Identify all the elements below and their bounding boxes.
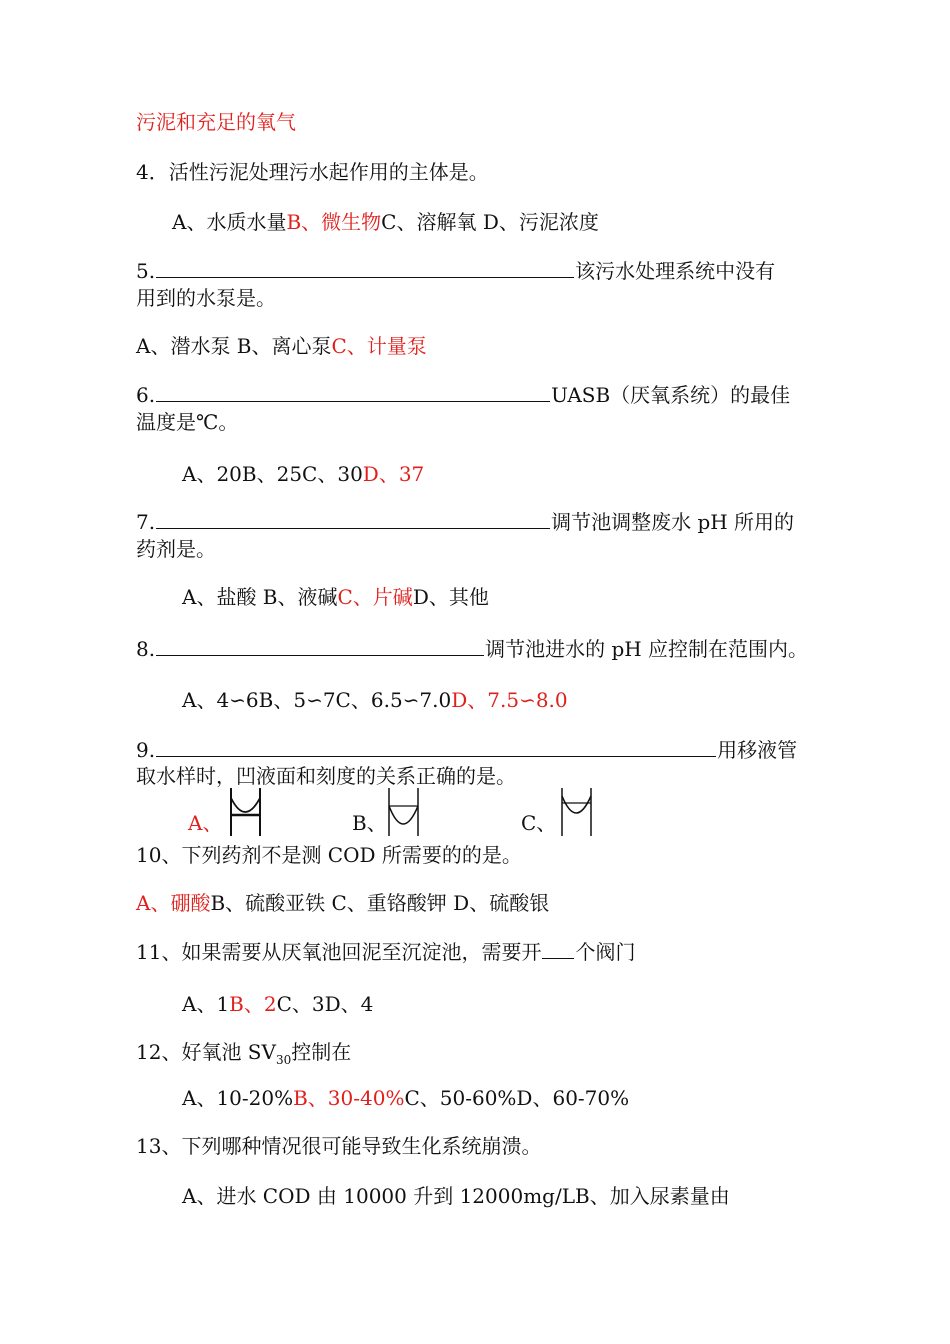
question-5-options [136, 333, 427, 359]
question-7-options [182, 584, 489, 610]
correct-answer: A、硼酸 [136, 891, 211, 915]
question-13: 13、下列哪种情况很可能导致生化系统崩溃。 [136, 1134, 542, 1158]
correct-answer: B、30-40% [293, 1086, 405, 1110]
question-5-line2: 用到的水泵是。 [136, 286, 276, 310]
question-6 [136, 382, 790, 408]
answer-blank [156, 637, 484, 656]
pipette-meniscus-b-icon [387, 786, 421, 838]
answer-continuation: 污泥和充足的氧气 [136, 110, 296, 134]
correct-answer: D、7.5∽8.0 [451, 688, 568, 712]
correct-answer: C、计量泵 [331, 334, 427, 358]
question-9-line2: 取水样时，凹液面和刻度的关系正确的是。 [136, 764, 516, 788]
question-number: 9. [136, 738, 156, 762]
question-text: 12、好氧池 SV [136, 1040, 276, 1064]
option-text: C、溶解氧 D、污泥浓度 [381, 210, 599, 234]
option-text: C、 [521, 811, 557, 835]
question-text: 控制在 [291, 1040, 352, 1064]
option-text: B、硫酸亚铁 C、重铬酸钾 D、硫酸银 [210, 891, 550, 915]
question-text: 调节池进水的 pH 应控制在范围内。 [485, 637, 809, 661]
option-text: A、10-20% [182, 1086, 294, 1110]
question-13-option-a: A、进水 COD 由 10000 升到 12000mg/LB、加入尿素量由 [182, 1184, 730, 1208]
pipette-meniscus-c-icon [560, 786, 594, 838]
question-5 [136, 258, 775, 284]
answer-blank [156, 738, 716, 757]
question-10-options [136, 890, 549, 916]
option-text: C、50-60%D、60-70% [404, 1086, 630, 1110]
correct-answer: C、片碱 [337, 585, 413, 609]
option-text: A、水质水量 [172, 210, 287, 234]
question-text: 调节池调整废水 pH 所用的 [551, 510, 795, 534]
question-11-options [182, 991, 373, 1017]
option-text: D、其他 [412, 585, 489, 609]
option-text: B、 [352, 811, 387, 835]
question-number: 8. [136, 637, 156, 661]
option-text: A、1 [182, 992, 230, 1016]
option-text: C、3D、4 [276, 992, 374, 1016]
answer-blank [156, 259, 574, 278]
correct-answer: D、37 [362, 462, 425, 486]
correct-answer: B、2 [229, 992, 277, 1016]
option-text: A、20B、25C、30 [182, 462, 363, 486]
answer-blank [156, 510, 550, 529]
question-text: 个阀门 [575, 940, 636, 964]
option-text: A、潜水泵 B、离心泵 [136, 334, 332, 358]
question-6-options [182, 461, 424, 487]
option-text: A、4∽6B、5∽7C、6.5∽7.0 [182, 688, 452, 712]
question-text: 该污水处理系统中没有 [575, 259, 776, 283]
correct-answer: B、微生物 [286, 210, 382, 234]
question-4: 4．活性污泥处理污水起作用的主体是。 [136, 160, 489, 184]
question-10: 10、下列药剂不是测 COD 所需要的的是。 [136, 843, 522, 867]
question-8 [136, 636, 808, 662]
question-number: 6. [136, 383, 156, 407]
question-11 [136, 939, 635, 965]
correct-answer: A、 [188, 811, 223, 835]
question-8-options [182, 687, 568, 713]
question-number: 7. [136, 510, 156, 534]
pipette-meniscus-a-icon [229, 786, 263, 838]
question-7-line2: 药剂是。 [136, 537, 216, 561]
question-9 [136, 737, 797, 763]
question-6-line2: 温度是℃。 [136, 410, 239, 434]
question-text: 用移液管 [717, 738, 798, 762]
question-text: UASB（厌氧系统）的最佳 [551, 383, 791, 407]
question-12 [136, 1039, 351, 1073]
question-4-options [172, 209, 599, 235]
question-number: 5. [136, 259, 156, 283]
answer-blank [542, 940, 574, 959]
answer-blank [156, 383, 550, 402]
question-text: 11、如果需要从厌氧池回泥至沉淀池，需要开 [136, 940, 542, 964]
question-12-options [182, 1085, 629, 1111]
subscript: 30 [275, 1053, 292, 1067]
question-7 [136, 509, 794, 535]
option-text: A、盐酸 B、液碱 [182, 585, 338, 609]
